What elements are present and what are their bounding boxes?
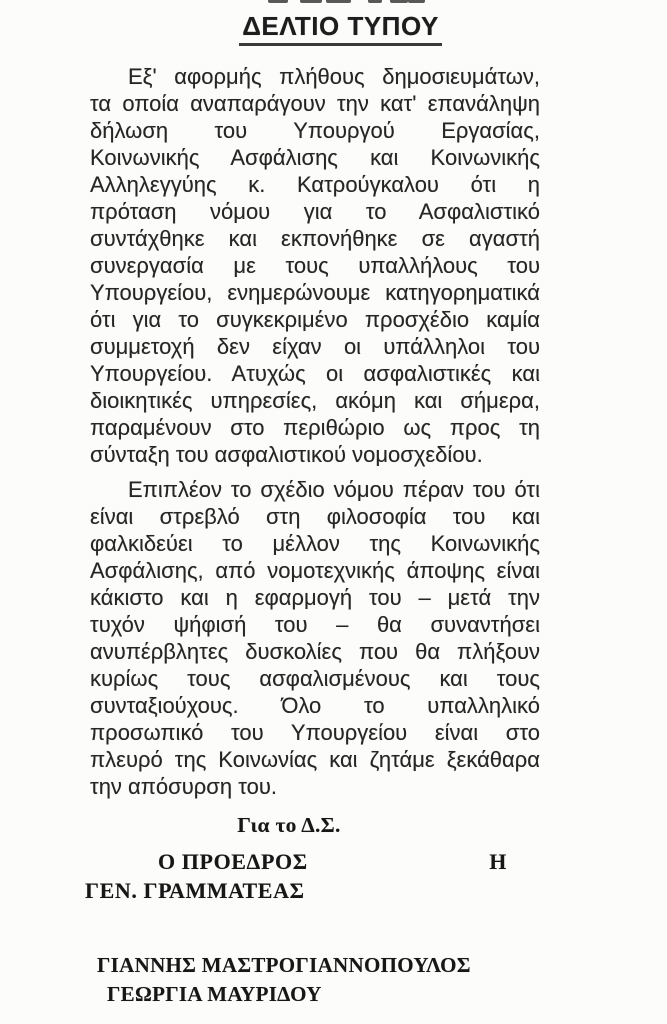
text-line: τα οποία αναπαράγουν την κατ' επανάληψη	[90, 91, 540, 116]
text-line: Εξ' αφορμής πλήθους δημοσιευμάτων,	[128, 64, 540, 89]
signature-role-secretary: ΓΕΝ. ΓΡΑΜΜΑΤΕΑΣ	[85, 878, 305, 903]
cropped-text-mark	[300, 0, 322, 3]
press-release-title: ΔΕΛΤΙΟ ΤΥΠΟΥ	[239, 11, 442, 46]
text-line: τυχόν ψήφισή του – θα συναντήσει	[90, 612, 540, 637]
signature-roles-row	[90, 847, 540, 876]
text-line: δήλωση του Υπουργού Εργασίας,	[90, 118, 540, 143]
text-line: Υπουργείου, ενημερώνουμε κατηγορηματικά	[90, 280, 540, 305]
signature-name-president: ΓΙΑΝΝΗΣ ΜΑΣΤΡΟΓΙΑΝΝΟΠΟΥΛΟΣ	[97, 953, 471, 977]
title-row	[7, 11, 667, 46]
document-body	[90, 63, 540, 800]
text-line: κυρίως τους ασφαλισμένους και τους	[90, 666, 540, 691]
cropped-text-artifact	[0, 0, 667, 6]
cropped-text-mark	[390, 0, 408, 3]
text-line: διοικητικές υπηρεσίες, ακόμη και σήμερα,	[90, 388, 540, 413]
signature-block	[0, 812, 667, 1009]
text-line: είναι στρεβλό στη φιλοσοφία του και	[90, 504, 540, 529]
text-line: σύνταξη του ασφαλιστικού νομοσχεδίου.	[90, 442, 483, 467]
text-line: παραμένουν στο περιθώριο ως προς τη	[90, 415, 540, 440]
signature-name-secretary: ΓΕΩΡΓΙΑ ΜΑΥΡΙΔΟΥ	[107, 982, 322, 1006]
paragraph	[90, 63, 540, 468]
paragraph	[90, 476, 540, 800]
signature-role-president: Ο ΠΡΟΕΔΡΟΣ	[158, 849, 308, 874]
text-line: Ασφάλισης, από νομοτεχνικής άποψης είναι	[90, 558, 540, 583]
signature-role-secretary-article: Η	[489, 849, 507, 874]
text-line: την απόσυρση του.	[90, 774, 277, 799]
cropped-text-mark	[268, 0, 288, 3]
text-line: Αλληλεγγύης κ. Κατρούγκαλου ότι η	[90, 172, 540, 197]
text-line: ανυπέρβλητες δυσκολίες που θα πλήξουν	[90, 639, 540, 664]
text-line: Κοινωνικής Ασφάλισης και Κοινωνικής	[90, 145, 540, 170]
text-line: συντάχθηκε και εκπονήθηκε σε αγαστή	[90, 226, 540, 251]
text-line: πλευρό της Κοινωνίας και ζητάμε ξεκάθαρα	[90, 747, 540, 772]
text-line: φαλκιδεύει το μέλλον της Κοινωνικής	[90, 531, 540, 556]
text-line: συνεργασία με τους υπαλλήλους του	[90, 253, 540, 278]
signature-for-board: Για το Δ.Σ.	[237, 813, 341, 837]
text-line: κάκιστο και η εφαρμογή του – μετά την	[90, 585, 540, 610]
text-line: συνταξιούχους. Όλο το υπαλληλικό	[90, 693, 540, 718]
cropped-text-mark	[368, 0, 382, 3]
text-line: Επιπλέον το σχέδιο νόμου πέραν του ότι	[128, 477, 540, 502]
text-line: ότι για το συγκεκριμένο προσχέδιο καμία	[90, 307, 540, 332]
cropped-text-mark	[326, 0, 351, 3]
text-line: προσωπικό του Υπουργείου είναι στο	[90, 720, 540, 745]
cropped-text-mark	[408, 0, 425, 3]
signature-names	[0, 951, 667, 1009]
text-line: πρόταση νόμου για το Ασφαλιστικό	[90, 199, 540, 224]
text-line: Υπουργείου. Ατυχώς οι ασφαλιστικές και	[90, 361, 540, 386]
text-line: συμμετοχή δεν είχαν οι υπάλληλοι του	[90, 334, 540, 359]
